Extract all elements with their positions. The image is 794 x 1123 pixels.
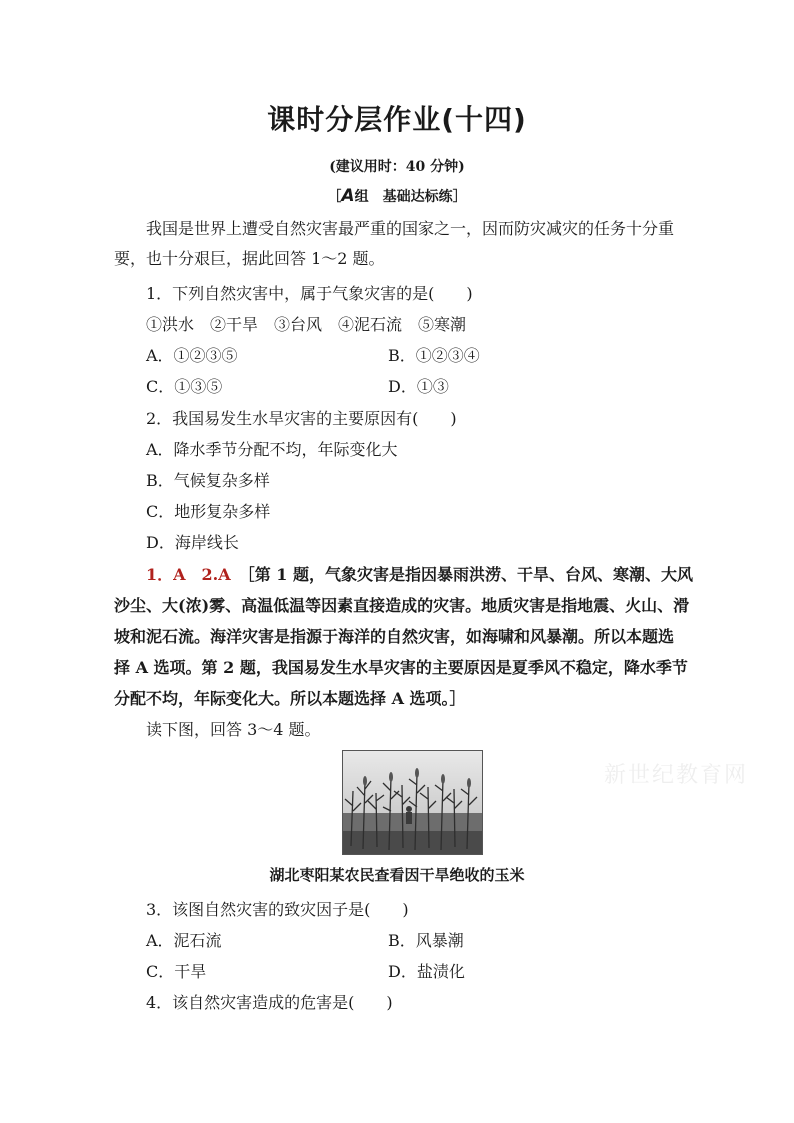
group-text: 组 基础达标练	[354, 189, 453, 205]
answer-line3: 坡和泥石流。海洋灾害是指源于海洋的自然灾害，如海啸和风暴潮。所以本题选	[114, 627, 675, 646]
q3-stem: 3．该图自然灾害的致灾因子是( )	[146, 900, 409, 919]
q1-option-d: D．①③	[388, 377, 449, 396]
corn-field-image	[343, 751, 482, 854]
answer-line2: 沙尘、大(浓)雾、高温低温等因素直接造成的灾害。地质灾害是指地震、火山、滑	[114, 596, 690, 615]
q1-items: ①洪水 ②干旱 ③台风 ④泥石流 ⑤寒潮	[146, 315, 467, 334]
group-bracket-open: ［	[327, 189, 342, 205]
intro1-line1: 我国是世界上遭受自然灾害最严重的国家之一，因而防灾减灾的任务十分重	[146, 219, 675, 238]
answer-text-1: ［第 1 题，气象灾害是指因暴雨洪涝、干旱、台风、寒潮、大风	[246, 565, 693, 584]
q3-option-b: B．风暴潮	[388, 931, 464, 950]
answer-line5: 分配不均，年际变化大。所以本题选择 A 选项。］	[114, 689, 466, 708]
answer-key: 1．A 2.A	[146, 565, 231, 584]
intro1-line2: 要，也十分艰巨，据此回答 1～2 题。	[114, 249, 385, 268]
page-title: 课时分层作业(十四)	[267, 103, 527, 136]
answer-line1	[146, 562, 693, 585]
q2-option-b: B．气候复杂多样	[146, 471, 270, 490]
q2-option-d: D．海岸线长	[146, 533, 239, 552]
q1-stem: 1．下列自然灾害中，属于气象灾害的是( )	[146, 284, 473, 303]
q3-option-c: C．干旱	[146, 962, 207, 981]
q1-option-a: A．①②③⑤	[146, 346, 238, 365]
q2-option-c: C．地形复杂多样	[146, 502, 271, 521]
answer-line4: 择 A 选项。第 2 题，我国易发生水旱灾害的主要原因是夏季风不稳定，降水季节	[114, 658, 688, 677]
q2-option-a: A．降水季节分配不均，年际变化大	[146, 440, 398, 459]
q1-option-b: B．①②③④	[388, 346, 480, 365]
intro2: 读下图，回答 3～4 题。	[146, 720, 321, 739]
figure-caption: 湖北枣阳某农民查看因干旱绝收的玉米	[269, 866, 525, 884]
watermark: 新世纪教育网	[604, 763, 749, 788]
q3-option-a: A．泥石流	[146, 931, 222, 950]
group-heading	[0, 186, 794, 206]
q4-stem: 4．该自然灾害造成的危害是( )	[146, 993, 393, 1012]
group-letter: A	[341, 186, 355, 206]
drought-corn-photo	[342, 750, 483, 855]
time-note: (建议用时：40 分钟)	[329, 159, 465, 175]
group-bracket-close: ］	[452, 189, 467, 205]
q3-option-d: D．盐渍化	[388, 962, 465, 981]
q1-option-c: C．①③⑤	[146, 377, 223, 396]
q2-stem: 2．我国易发生水旱灾害的主要原因有( )	[146, 409, 457, 428]
